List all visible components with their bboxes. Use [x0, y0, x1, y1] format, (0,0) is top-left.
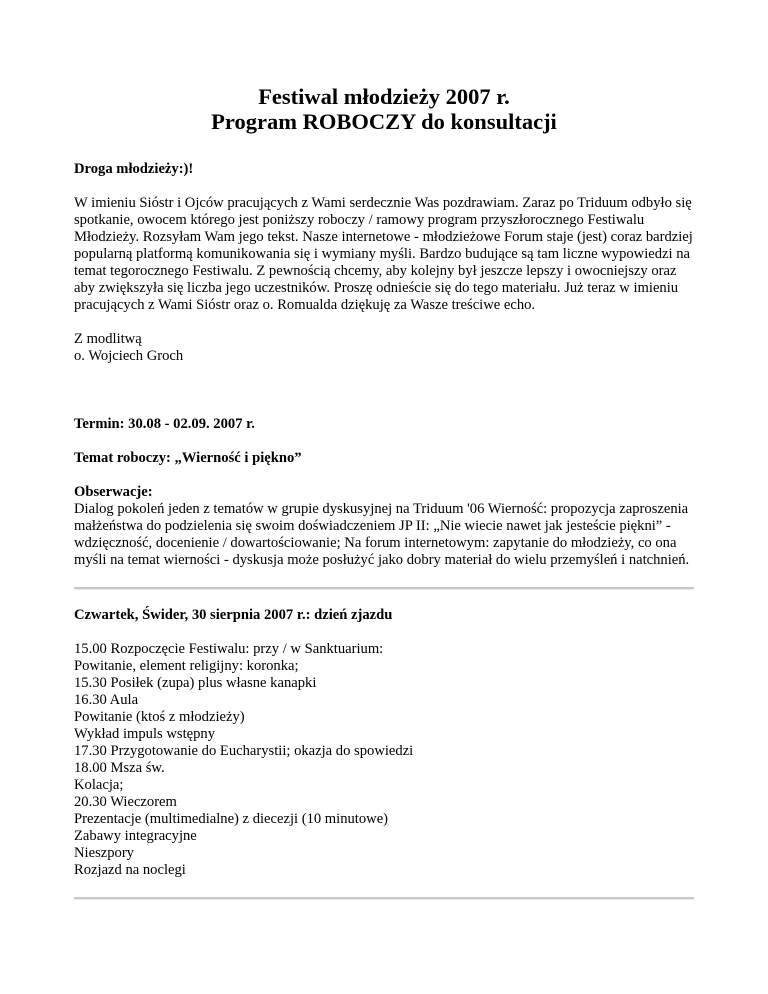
- schedule-line: Nieszpory: [74, 845, 134, 861]
- schedule-line: 17.30 Przygotowanie do Eucharystii; okazja do spowiedzi: [74, 743, 414, 759]
- signature-line-1: Z modlitwą: [74, 331, 142, 347]
- schedule-line: 20.30 Wieczorem: [74, 794, 177, 810]
- document-title-line-1: Festiwal młodzieży 2007 r.: [258, 84, 510, 109]
- theme-heading: Temat roboczy: „Wierność i piękno”: [74, 450, 302, 466]
- document-page: [74, 84, 694, 917]
- day1-schedule: [74, 641, 694, 879]
- schedule-line: 16.30 Aula: [74, 692, 139, 708]
- day1-heading: Czwartek, Świder, 30 sierpnia 2007 r.: dzień zjazdu: [74, 607, 393, 623]
- document-title-line-2: Program ROBOCZY do konsultacji: [211, 109, 557, 134]
- schedule-line: Powitanie, element religijny: koronka;: [74, 658, 299, 674]
- observations-text: Dialog pokoleń jeden z tematów w grupie dyskusyjnej na Triduum '06 Wierność: propozycja zaproszenia małżeństwa do podzielenia się swoim doświadczeniem JP II: „Nie wiecie nawet jak jesteście piękni” - wdzięczność, docenienie / dowartościowanie; Na forum internetowym: zapytanie do młodzieży, co ona myśli na temat wierności - dyskusja może posłużyć jako dobry materiał do wielu przemyśleń i natchnień.: [74, 501, 690, 568]
- horizontal-rule-bottom: [74, 897, 694, 900]
- intro-paragraph: W imieniu Sióstr i Ojców pracujących z Wami serdecznie Was pozdrawiam. Zaraz po Triduum odbyło się spotkanie, owocem którego jest poniższy roboczy / ramowy program przyszłorocznego Festiwalu Młodzieży. Rozsyłam Wam jego tekst. Nasze internetowe - młodzieżowe Forum staje (jest) coraz bardziej popularną platformą komunikowania się i wymiany myśli. Bardzo budujące są tam liczne wypowiedzi na temat tegorocznego Festiwalu. Z pewnością chcemy, aby kolejny był jeszcze lepszy i owocniejszy oraz aby zwiększyła się liczba jego uczestników. Proszę odnieście się do tego materiału. Już teraz w imieniu pracujących z Wami Sióstr oraz o. Romualda dziękuję za Wasze treściwe echo.: [74, 195, 693, 313]
- schedule-line: Kolacja;: [74, 777, 124, 793]
- horizontal-rule: [74, 587, 694, 590]
- schedule-line: Powitanie (ktoś z młodzieży): [74, 709, 245, 725]
- signature-line-2: o. Wojciech Groch: [74, 348, 184, 364]
- schedule-line: 18.00 Msza św.: [74, 760, 165, 776]
- greeting: Droga młodzieży:)!: [74, 161, 194, 177]
- title-block: [74, 84, 694, 134]
- schedule-line: Rozjazd na noclegi: [74, 862, 186, 878]
- schedule-line: Prezentacje (multimedialne) z diecezji (10 minutowe): [74, 811, 389, 827]
- schedule-line: Zabawy integracyjne: [74, 828, 197, 844]
- schedule-line: 15.00 Rozpoczęcie Festiwalu: przy / w Sanktuarium:: [74, 641, 384, 657]
- schedule-line: 15.30 Posiłek (zupa) plus własne kanapki: [74, 675, 317, 691]
- spacer: [74, 365, 694, 416]
- schedule-line: Wykład impuls wstępny: [74, 726, 215, 742]
- observations-heading: Obserwacje:: [74, 484, 153, 500]
- term-heading: Termin: 30.08 - 02.09. 2007 r.: [74, 416, 255, 432]
